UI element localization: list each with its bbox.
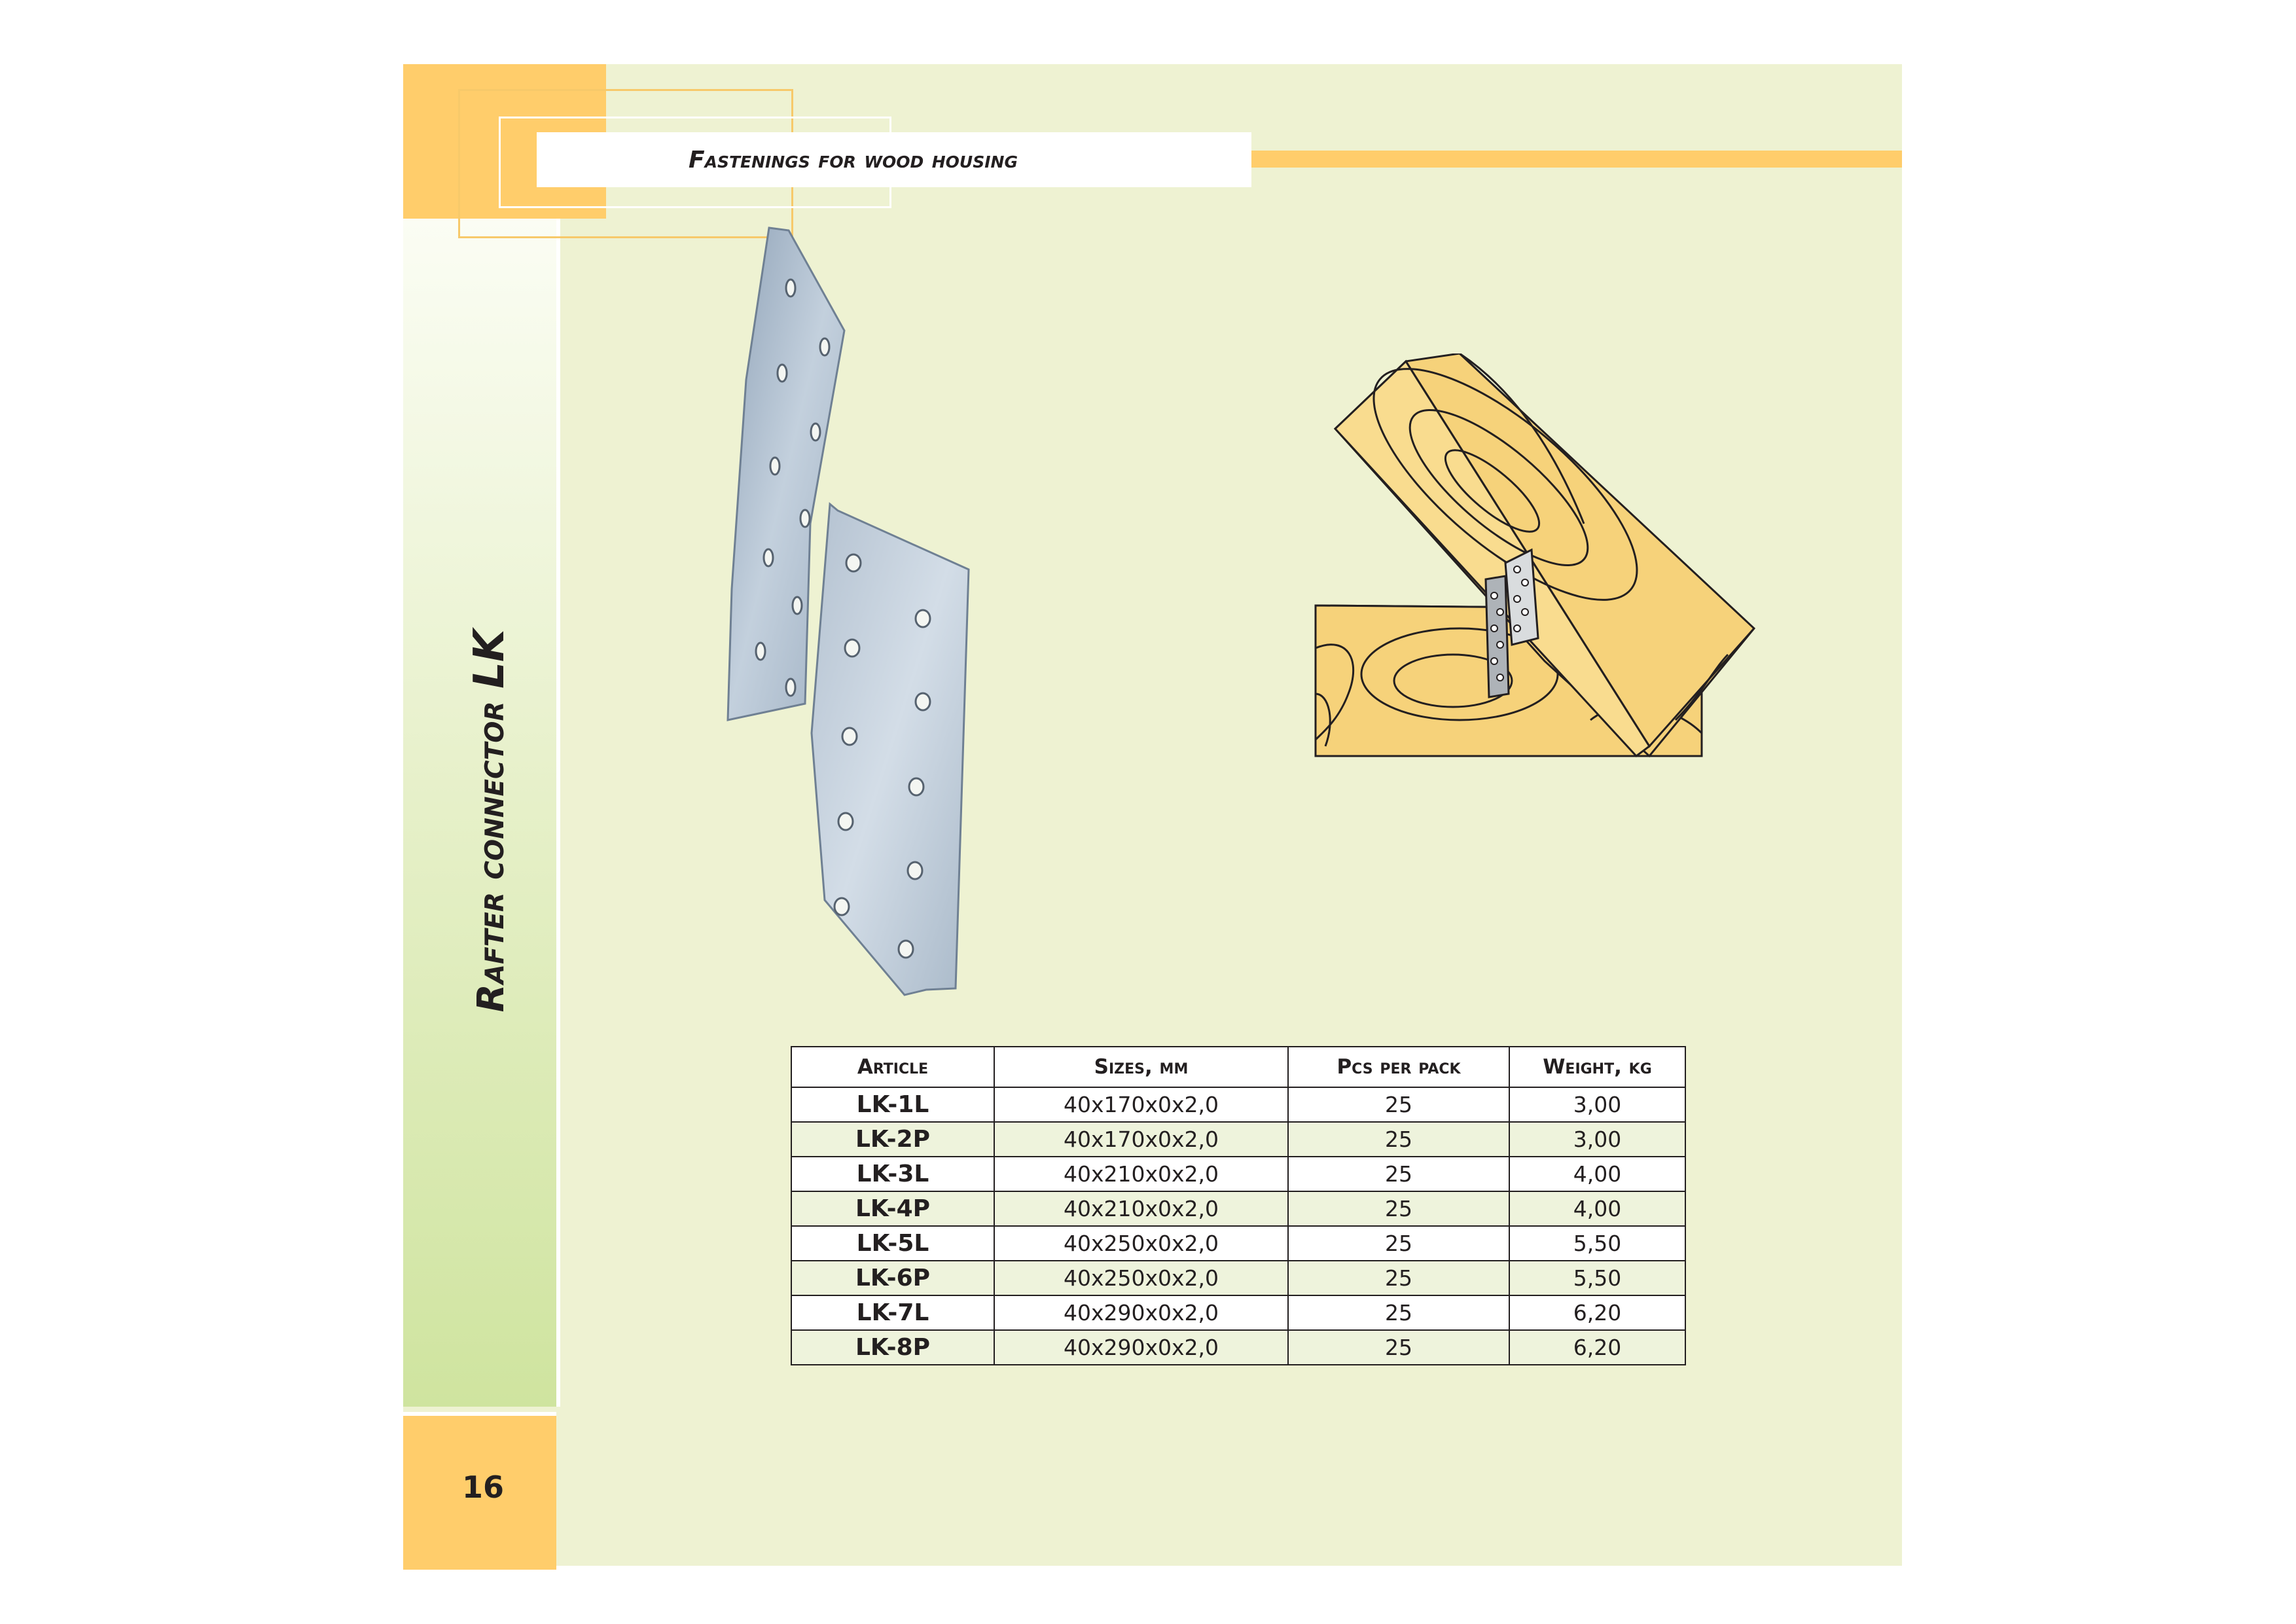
product-title-code: LK bbox=[465, 629, 514, 689]
cell-sizes: 40x210x0x2,0 bbox=[994, 1157, 1288, 1191]
cell-article: LK-3L bbox=[791, 1157, 994, 1191]
table-row bbox=[791, 1087, 1685, 1122]
header-title: Fastenings for wood housing bbox=[689, 147, 1018, 173]
cell-pcs: 25 bbox=[1288, 1122, 1509, 1157]
installation-illustration bbox=[1309, 353, 1767, 772]
cell-weight: 4,00 bbox=[1509, 1157, 1685, 1191]
rafter-connector-photo bbox=[707, 223, 1021, 1008]
product-title-prefix: Rafter connector bbox=[470, 689, 512, 1013]
table-header-row bbox=[791, 1047, 1685, 1087]
cell-article: LK-2P bbox=[791, 1122, 994, 1157]
table-row bbox=[791, 1191, 1685, 1226]
column-header-pcs: Pcs per pack bbox=[1288, 1047, 1509, 1087]
cell-pcs: 25 bbox=[1288, 1226, 1509, 1261]
cell-weight: 6,20 bbox=[1509, 1295, 1685, 1330]
cell-article: LK-5L bbox=[791, 1226, 994, 1261]
bracket-lower-plate bbox=[812, 504, 969, 995]
cell-sizes: 40x250x0x2,0 bbox=[994, 1226, 1288, 1261]
cell-pcs: 25 bbox=[1288, 1261, 1509, 1295]
table-row bbox=[791, 1122, 1685, 1157]
header-stripe bbox=[1251, 151, 1902, 168]
cell-article: LK-6P bbox=[791, 1261, 994, 1295]
cell-article: LK-1L bbox=[791, 1087, 994, 1122]
cell-weight: 3,00 bbox=[1509, 1087, 1685, 1122]
cell-article: LK-8P bbox=[791, 1330, 994, 1365]
cell-weight: 5,50 bbox=[1509, 1261, 1685, 1295]
cell-weight: 3,00 bbox=[1509, 1122, 1685, 1157]
product-title bbox=[465, 630, 514, 1013]
cell-sizes: 40x170x0x2,0 bbox=[994, 1087, 1288, 1122]
cell-weight: 5,50 bbox=[1509, 1226, 1685, 1261]
cell-sizes: 40x170x0x2,0 bbox=[994, 1122, 1288, 1157]
cell-article: LK-4P bbox=[791, 1191, 994, 1226]
table-row bbox=[791, 1295, 1685, 1330]
cell-weight: 4,00 bbox=[1509, 1191, 1685, 1226]
cell-weight: 6,20 bbox=[1509, 1330, 1685, 1365]
column-header-sizes: Sizes, mm bbox=[994, 1047, 1288, 1087]
cell-pcs: 25 bbox=[1288, 1087, 1509, 1122]
column-header-article: Article bbox=[791, 1047, 994, 1087]
table-row bbox=[791, 1330, 1685, 1365]
cell-pcs: 25 bbox=[1288, 1157, 1509, 1191]
page-number: 16 bbox=[461, 1470, 505, 1505]
table-row bbox=[791, 1261, 1685, 1295]
column-header-weight: Weight, kg bbox=[1509, 1047, 1685, 1087]
cell-pcs: 25 bbox=[1288, 1295, 1509, 1330]
cell-pcs: 25 bbox=[1288, 1191, 1509, 1226]
cell-sizes: 40x290x0x2,0 bbox=[994, 1295, 1288, 1330]
specifications-table bbox=[791, 1046, 1686, 1365]
cell-sizes: 40x210x0x2,0 bbox=[994, 1191, 1288, 1226]
cell-article: LK-7L bbox=[791, 1295, 994, 1330]
cell-pcs: 25 bbox=[1288, 1330, 1509, 1365]
cell-sizes: 40x250x0x2,0 bbox=[994, 1261, 1288, 1295]
table-row bbox=[791, 1157, 1685, 1191]
cell-sizes: 40x290x0x2,0 bbox=[994, 1330, 1288, 1365]
table-row bbox=[791, 1226, 1685, 1261]
